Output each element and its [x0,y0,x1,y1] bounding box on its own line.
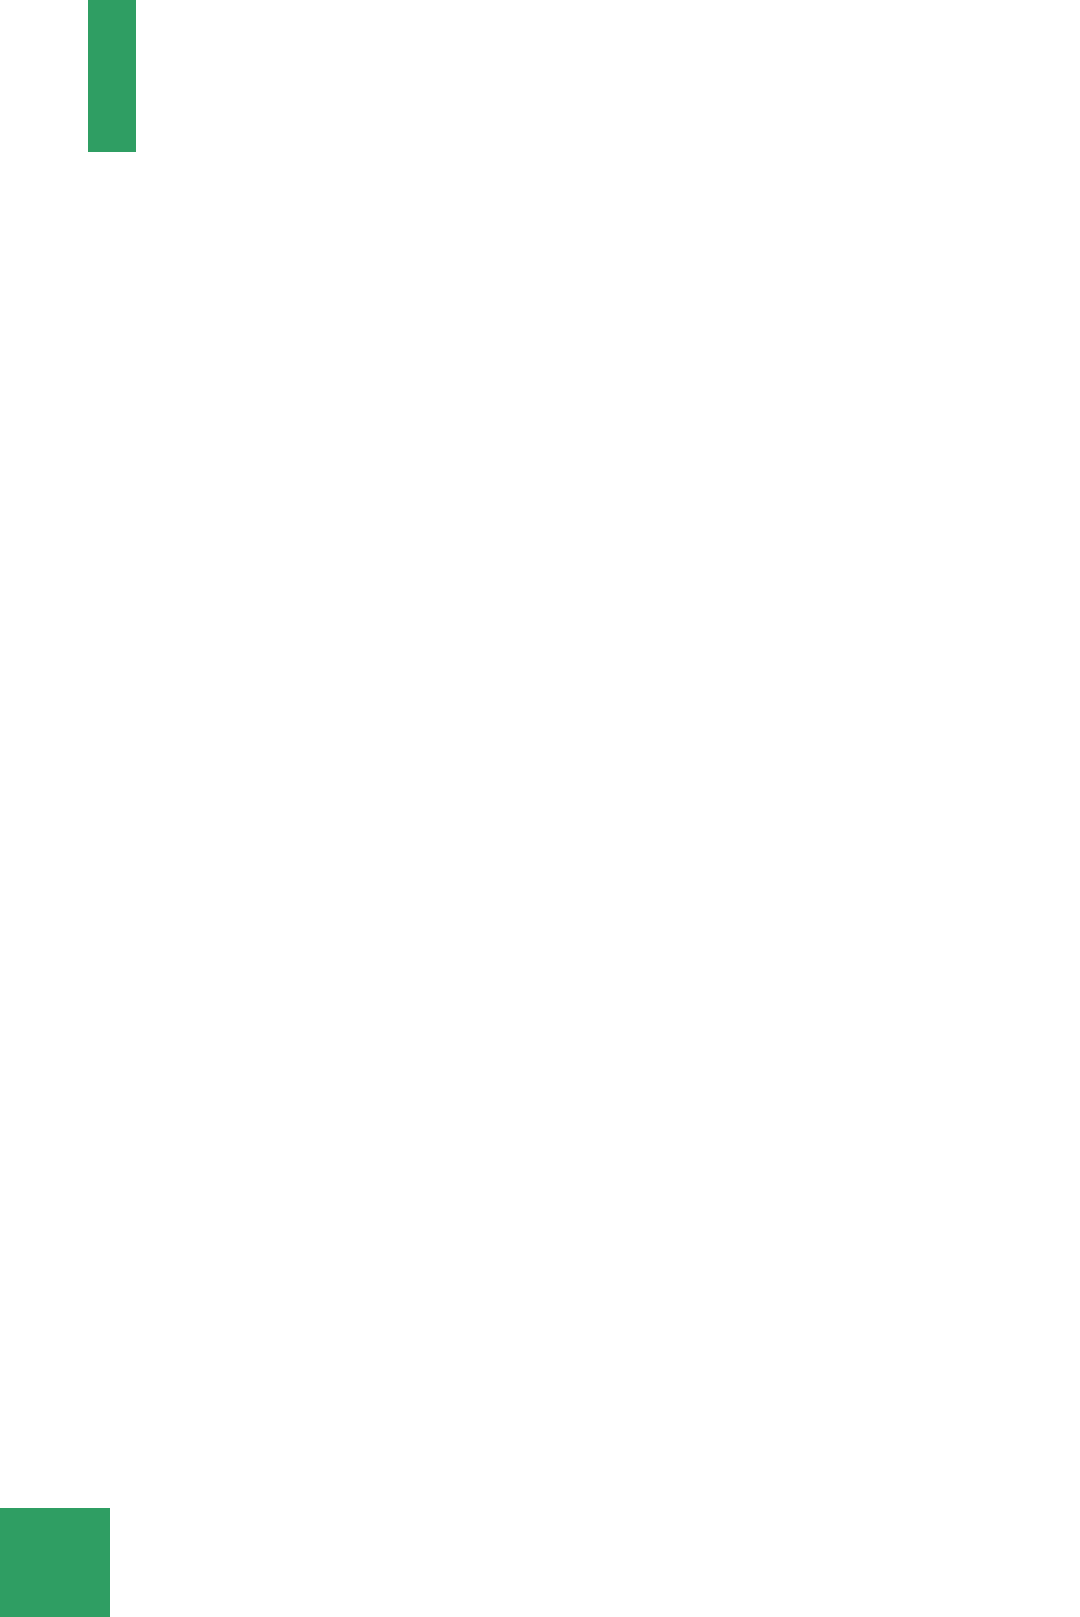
admission-table-rotated [160,125,990,1485]
page-number-box [0,1508,110,1617]
admission-table [160,125,990,1485]
header-accent-bar [88,0,136,152]
